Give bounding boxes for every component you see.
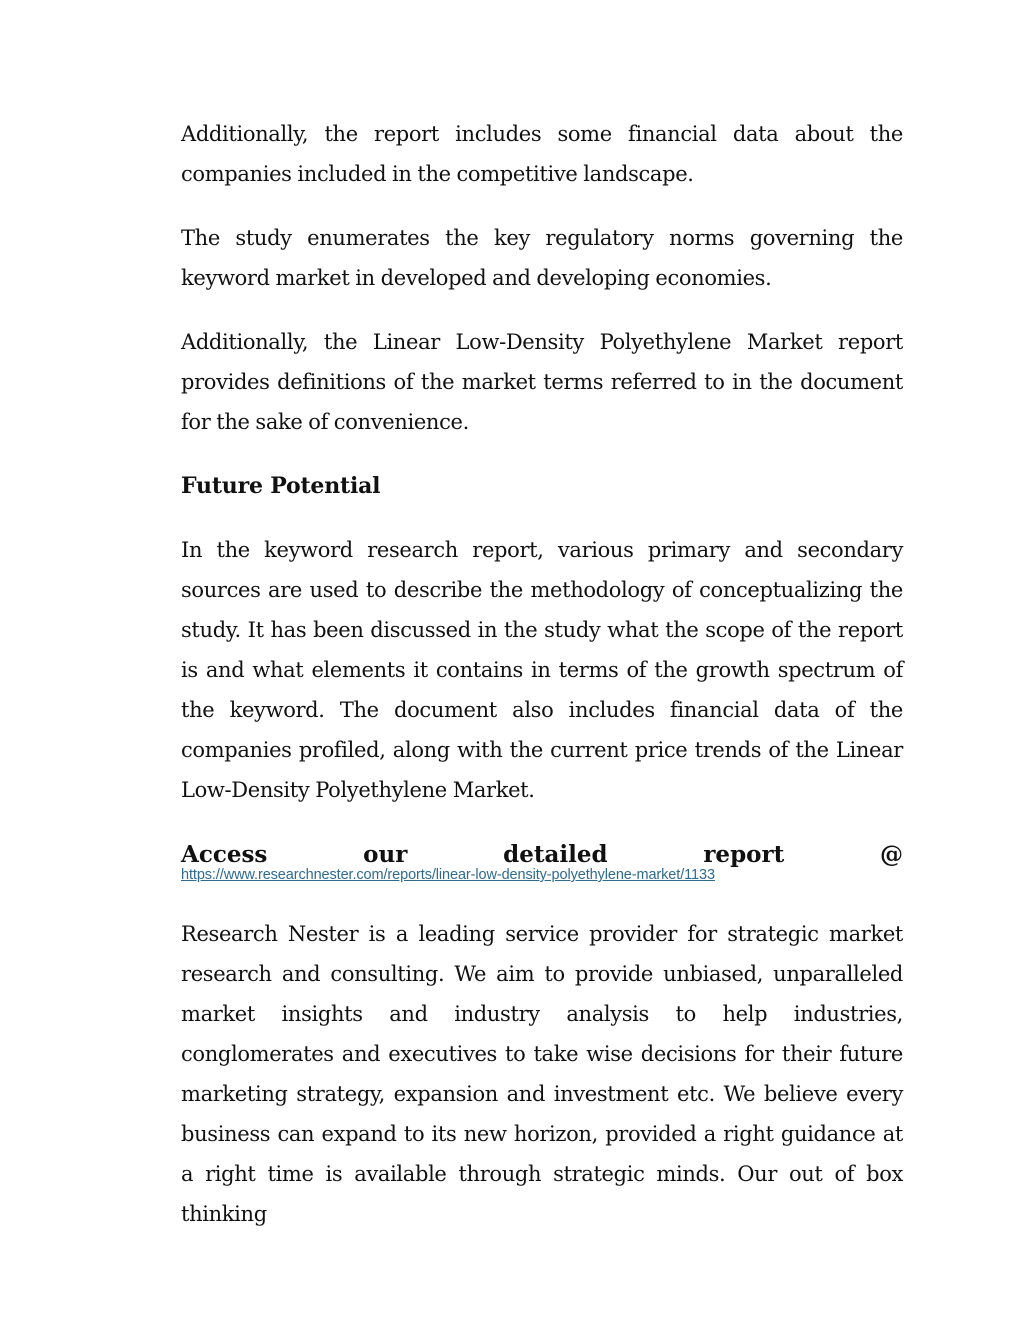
paragraph-future-potential: In the keyword research report, various primary and secondary sources are used to describe the methodology of conceptualizing the study. It has been discussed in the study what the scope of the report is and what elements it contains in terms of the growth spectrum of the keyword. The document also includes financial data of the companies profiled, along with the current price trends of the Linear Low-Density Polyethylene Market. bbox=[181, 538, 903, 802]
paragraph-definitions: Additionally, the Linear Low-Density Polyethylene Market report provides definitions of the market terms referred to in the document for the sake of convenience. bbox=[181, 330, 903, 434]
paragraph-about-research-nester: Research Nester is a leading service provider for strategic market research and consulting. We aim to provide unbiased, unparalleled market insights and industry analysis to help industries, conglomerates and executives to take wise decisions for their future marketing strategy, expansion and investment etc. We believe every business can expand to its new horizon, provided a right guidance at a right time is available through strategic minds. Our out of box thinking bbox=[181, 922, 903, 1226]
access-word: @ bbox=[880, 841, 903, 868]
paragraph-financial-data: Additionally, the report includes some financial data about the companies included in the competitive landscape. bbox=[181, 122, 903, 186]
access-report-line bbox=[181, 834, 903, 870]
section-heading-future-potential: Future Potential bbox=[181, 473, 381, 499]
access-word: report bbox=[703, 841, 785, 868]
paragraph-regulatory-norms: The study enumerates the key regulatory norms governing the keyword market in developed and developing economies. bbox=[181, 226, 903, 290]
access-word: detailed bbox=[503, 841, 608, 868]
access-word: Access bbox=[181, 841, 268, 868]
document-page bbox=[181, 114, 903, 1258]
report-link[interactable]: https://www.researchnester.com/reports/linear-low-density-polyethylene-market/1133 bbox=[181, 867, 715, 883]
access-word: our bbox=[363, 841, 408, 868]
